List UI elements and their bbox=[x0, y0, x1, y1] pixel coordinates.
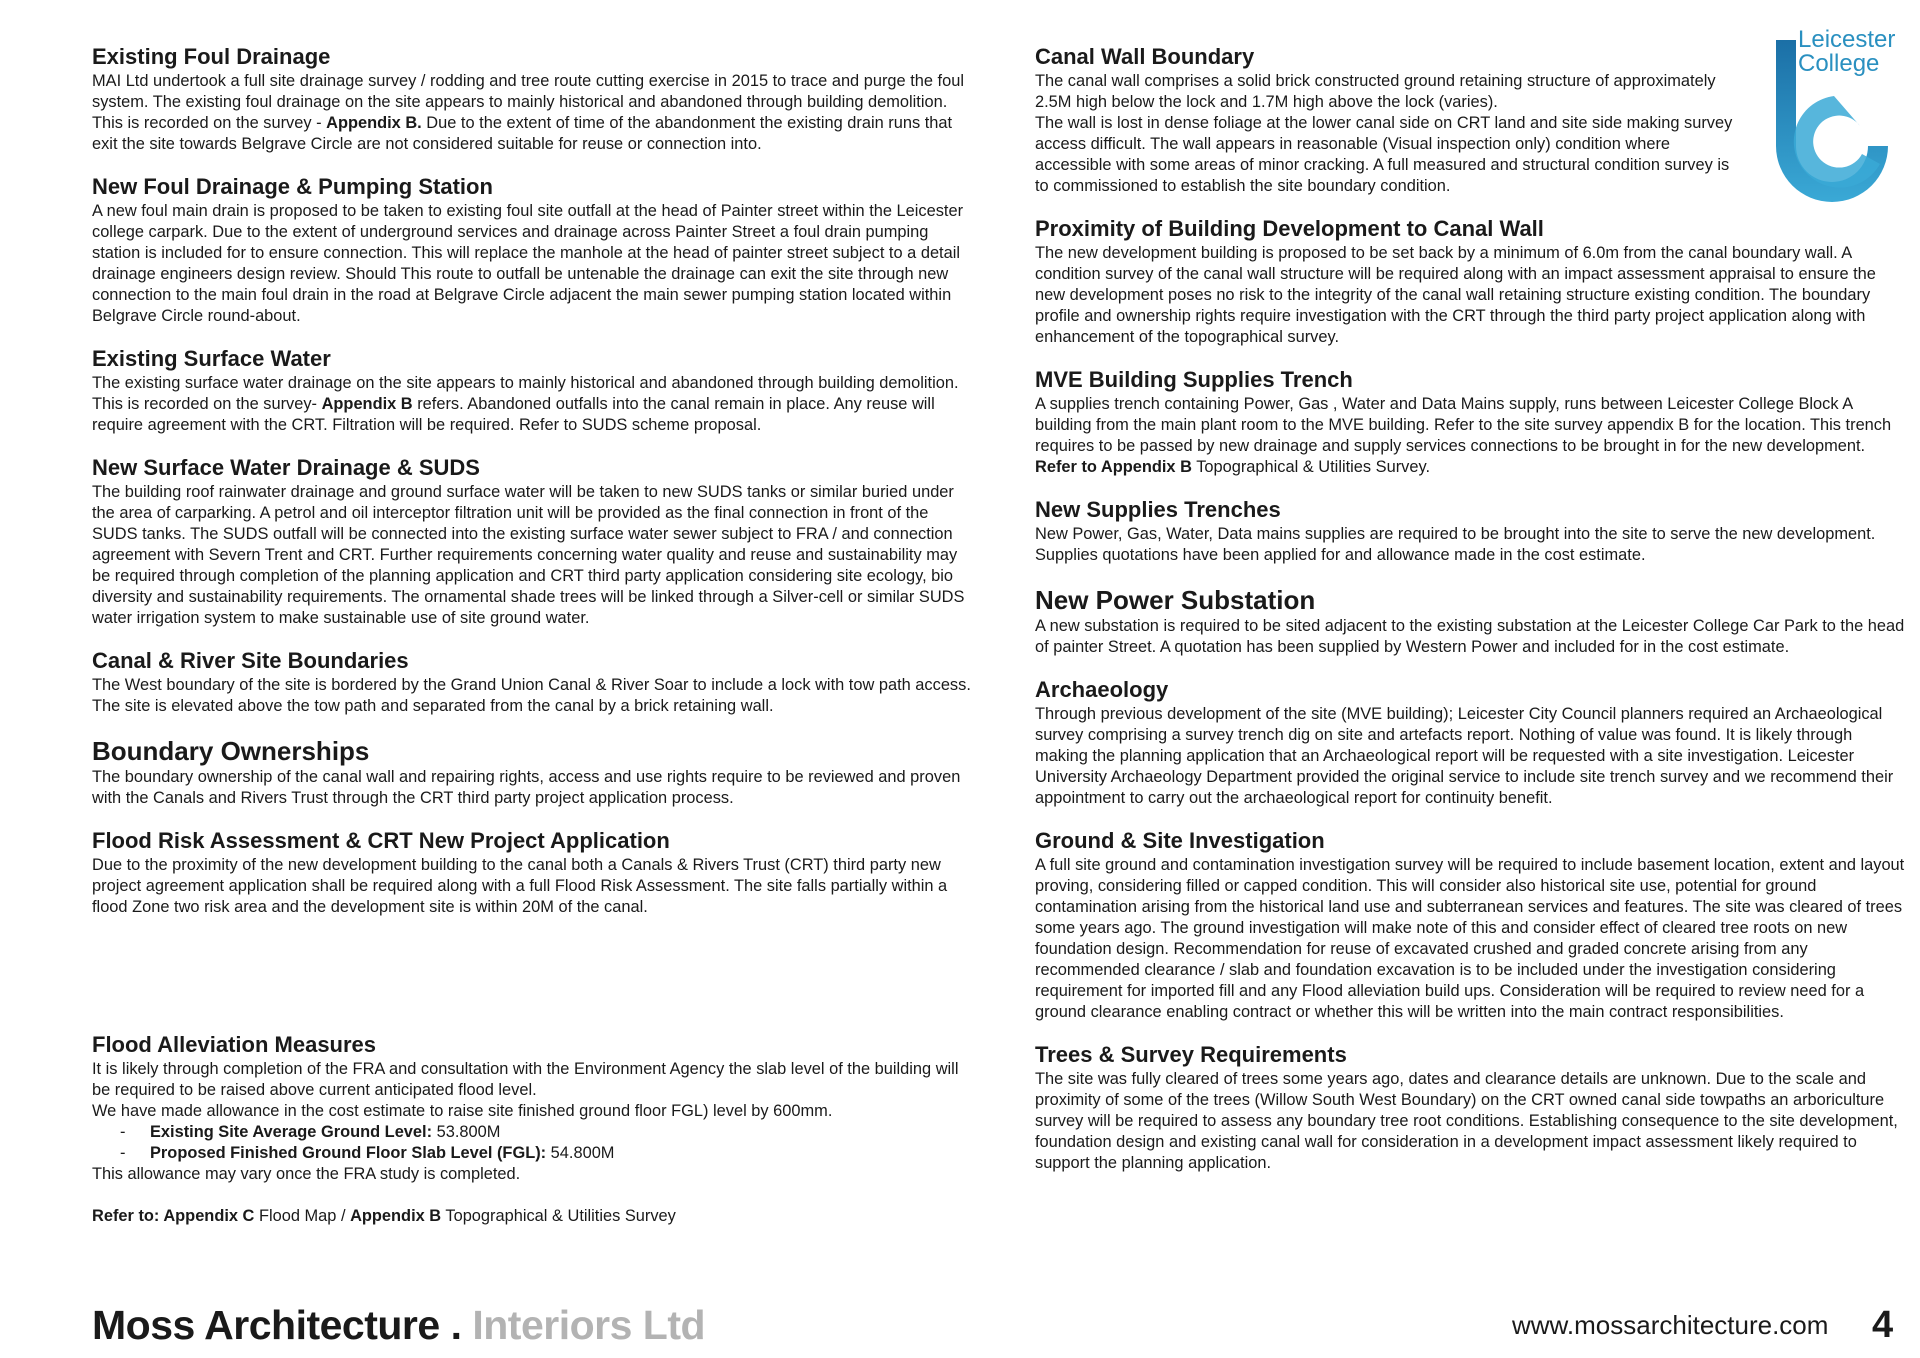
section-text: A supplies trench containing Power, Gas , Water and Data Mains supply, runs between Leicester College Block A building from the main plant room to the MVE building. Refer to the site survey appendix B for the location. This trench requires to be passed by new drainage and supply services connections to be brought in for the new development. bbox=[1035, 395, 1892, 455]
section-heading: Trees & Survey Requirements bbox=[1035, 1042, 1347, 1067]
section-heading: New Power Substation bbox=[1035, 585, 1316, 615]
bullet-value: 53.800M bbox=[432, 1123, 501, 1141]
left-column bbox=[92, 44, 972, 937]
section-text: It is likely through completion of the FRA and consultation with the Environment Agency the slab level of the building will be required to be raised above current anticipated flood level. bbox=[92, 1060, 959, 1099]
section-text: Refer to Appendix B Topographical & Utilities Survey. bbox=[1035, 458, 1431, 476]
section-text: The site was fully cleared of trees some years ago, dates and clearance details are unknown. Due to the scale and proximity of some of the trees (Willow South West Boundary) on the CRT owned canal side towpaths an arboriculture survey will be required to assess any boundary tree root conditions. Establishing consequence to the site development, foundation design and existing canal wall for consideration in a development impact assessment likely required to support the planning application. bbox=[1035, 1070, 1898, 1172]
reference-line: Refer to: Appendix C Flood Map / Appendix B Topographical & Utilities Survey bbox=[92, 1207, 676, 1225]
document-section bbox=[1035, 367, 1905, 478]
document-section bbox=[1035, 497, 1905, 566]
logo-wordmark: Leicester College bbox=[1798, 26, 1896, 77]
bullet-item: - Existing Site Average Ground Level: 53.800M bbox=[120, 1123, 501, 1141]
section-heading: MVE Building Supplies Trench bbox=[1035, 367, 1353, 392]
section-text: The canal wall comprises a solid brick constructed ground retaining structure of approximately 2.5M high below the lock and 1.7M high above the lock (varies). bbox=[1035, 72, 1716, 111]
section-heading: Canal & River Site Boundaries bbox=[92, 648, 409, 673]
footer-brand: Moss Architecture . Interiors Ltd bbox=[92, 1302, 706, 1348]
flood-alleviation-section bbox=[92, 1032, 972, 1227]
bullet-item: - Proposed Finished Ground Floor Slab Level (FGL): 54.800M bbox=[120, 1144, 615, 1162]
document-section bbox=[1035, 216, 1905, 348]
right-column bbox=[1035, 44, 1905, 1193]
section-heading: Proximity of Building Development to Canal Wall bbox=[1035, 216, 1544, 241]
section-text: A new substation is required to be sited adjacent to the existing substation at the Leicester College Car Park to the head of painter Street. A quotation has been supplied by Western Power and included for in the cost estimate. bbox=[1035, 617, 1905, 656]
section-text: We have made allowance in the cost estimate to raise site finished ground floor FGL) level by 600mm. bbox=[92, 1102, 833, 1120]
section-heading: Boundary Ownerships bbox=[92, 736, 370, 766]
section-heading: New Surface Water Drainage & SUDS bbox=[92, 455, 480, 480]
section-heading: Flood Risk Assessment & CRT New Project Application bbox=[92, 828, 670, 853]
document-section bbox=[92, 174, 972, 327]
document-section bbox=[1035, 828, 1905, 1023]
section-text: The wall is lost in dense foliage at the lower canal side on CRT land and site side making survey access difficult. The wall appears in reasonable (Visual inspection only) condition where accessible with some areas of minor cracking. A full measured and structural condition survey is to commissioned to establish the site boundary condition. bbox=[1035, 114, 1733, 195]
section-heading: Existing Foul Drainage bbox=[92, 44, 331, 69]
bullet-label: Existing Site Average Ground Level: bbox=[150, 1123, 433, 1141]
document-section bbox=[92, 346, 972, 436]
section-text: Through previous development of the site (MVE building); Leicester City Council planners required an Archaeological survey comprising a survey trench dig on site and artefacts report. Nothing of value was found. It is likely through making the planning application that an Archaeological report will be requested with a site investigation. Leicester University Archaeology Department provided the original service to include site trench survey and we recommend their appointment to carry out the archaeological report for continuity benefit. bbox=[1035, 705, 1894, 807]
section-text: The West boundary of the site is bordered by the Grand Union Canal & River Soar to include a lock with tow path access. The site is elevated above the tow path and separated from the canal by a brick retaining wall. bbox=[92, 676, 971, 715]
section-heading: New Foul Drainage & Pumping Station bbox=[92, 174, 493, 199]
section-heading: New Supplies Trenches bbox=[1035, 497, 1281, 522]
section-text: The existing surface water drainage on the site appears to mainly historical and abandoned through building demolition. This is recorded on the survey- Appendix B refers. Abandoned outfalls into the canal remain in place. Any reuse will require agreement with the CRT. Filtration will be required. Refer to SUDS scheme proposal. bbox=[92, 374, 959, 434]
section-text: New Power, Gas, Water, Data mains supplies are required to be brought into the site to serve the new development. Supplies quotations have been applied for and allowance made in the cost estimate. bbox=[1035, 525, 1876, 564]
section-heading: Flood Alleviation Measures bbox=[92, 1032, 377, 1057]
section-text: The boundary ownership of the canal wall and repairing rights, access and use rights require to be reviewed and proven with the Canals and Rivers Trust through the CRT third party project application process. bbox=[92, 768, 961, 807]
section-text: A new foul main drain is proposed to be taken to existing foul site outfall at the head of Painter street within the Leicester college carpark. Due to the extent of underground services and drainage across Painter Street a foul drain pumping station is included for to ensure connection. This will replace the manhole at the head of painter street subject to a detail drainage engineers design review. Should This route to outfall be untenable the drainage can exit the site through new connection to the main foul drain in the road at Belgrave Circle adjacent the main sewer pumping station located within Belgrave Circle round-about. bbox=[92, 202, 964, 325]
section-heading: Ground & Site Investigation bbox=[1035, 828, 1325, 853]
section-text: The new development building is proposed to be set back by a minimum of 6.0m from the canal boundary wall. A condition survey of the canal wall structure will be required along with an impact assessment appraisal to ensure the new development poses no risk to the integrity of the canal wall retaining structure existing condition. The boundary profile and ownership rights require investigation with the CRT through the third party project application along with enhancement of the topographical survey. bbox=[1035, 244, 1876, 346]
section-text: A full site ground and contamination investigation survey will be required to include basement location, extent and layout proving, considering filled or capped condition. This will consider also historical site use, potential for ground contamination arising from the historical land use and subterranean services and features. The site was cleared of trees some years ago. The ground investigation will make note of this and consider effect of cleared tree roots on new foundation design. Recommendation for reuse of excavated crushed and graded concrete arising from any recommended clearance / slab and foundation excavation is to be included under the investigation considering requirement for imported fill and any Flood alleviation build ups. Consideration will be required to review need for a ground clearance enabling contract or whether this will be written into the main contract responsibilities. bbox=[1035, 856, 1905, 1021]
document-section bbox=[92, 828, 972, 918]
section-text: Due to the proximity of the new development building to the canal both a Canals & Rivers Trust (CRT) third party new project agreement application shall be required along with a full Flood Risk Assessment. The site falls partially within a flood Zone two risk area and the development site is within 20M of the canal. bbox=[92, 856, 948, 916]
section-heading: Archaeology bbox=[1035, 677, 1169, 702]
document-section bbox=[1035, 585, 1905, 658]
section-text: MAI Ltd undertook a full site drainage survey / rodding and tree route cutting exercise in 2015 to trace and purge the foul system. The existing foul drainage on the site appears to mainly historical and abandoned through building demolition. This is recorded on the survey - Appendix B. Due to the extent of time of the abandonment the existing drain runs that exit the site towards Belgrave Circle are not considered suitable for reuse or connection into. bbox=[92, 72, 964, 153]
document-section bbox=[92, 736, 972, 809]
document-section bbox=[92, 455, 972, 629]
document-section bbox=[1035, 1042, 1905, 1174]
footer-website-link[interactable]: www.mossarchitecture.com bbox=[1512, 1310, 1829, 1340]
document-section bbox=[92, 44, 972, 155]
document-section bbox=[1035, 677, 1905, 809]
bullet-label: Proposed Finished Ground Floor Slab Level (FGL): bbox=[150, 1144, 547, 1162]
section-text: This allowance may vary once the FRA study is completed. bbox=[92, 1165, 521, 1183]
section-text: The building roof rainwater drainage and ground surface water will be taken to new SUDS tanks or similar buried under the area of carparking. A petrol and oil interceptor filtration unit will be provided as the final connection in front of the SUDS tanks. The SUDS outfall will be connected into the existing surface water sewer subject to FRA / and connection agreement with Severn Trent and CRT. Further requirements concerning water quality and reuse and sustainability may be required through completion of the planning application and CRT third party application considering site ecology, bio diversity and sustainability requirements. The ornamental shade trees will be linked through a Silver-cell or similar SUDS water irrigation system to make sustainable use of site ground water. bbox=[92, 483, 965, 627]
bullet-value: 54.800M bbox=[546, 1144, 615, 1162]
page-number: 4 bbox=[1872, 1304, 1894, 1346]
section-heading: Canal Wall Boundary bbox=[1035, 44, 1255, 69]
document-section bbox=[1035, 44, 1735, 197]
section-heading: Existing Surface Water bbox=[92, 346, 331, 371]
document-section bbox=[92, 648, 972, 717]
